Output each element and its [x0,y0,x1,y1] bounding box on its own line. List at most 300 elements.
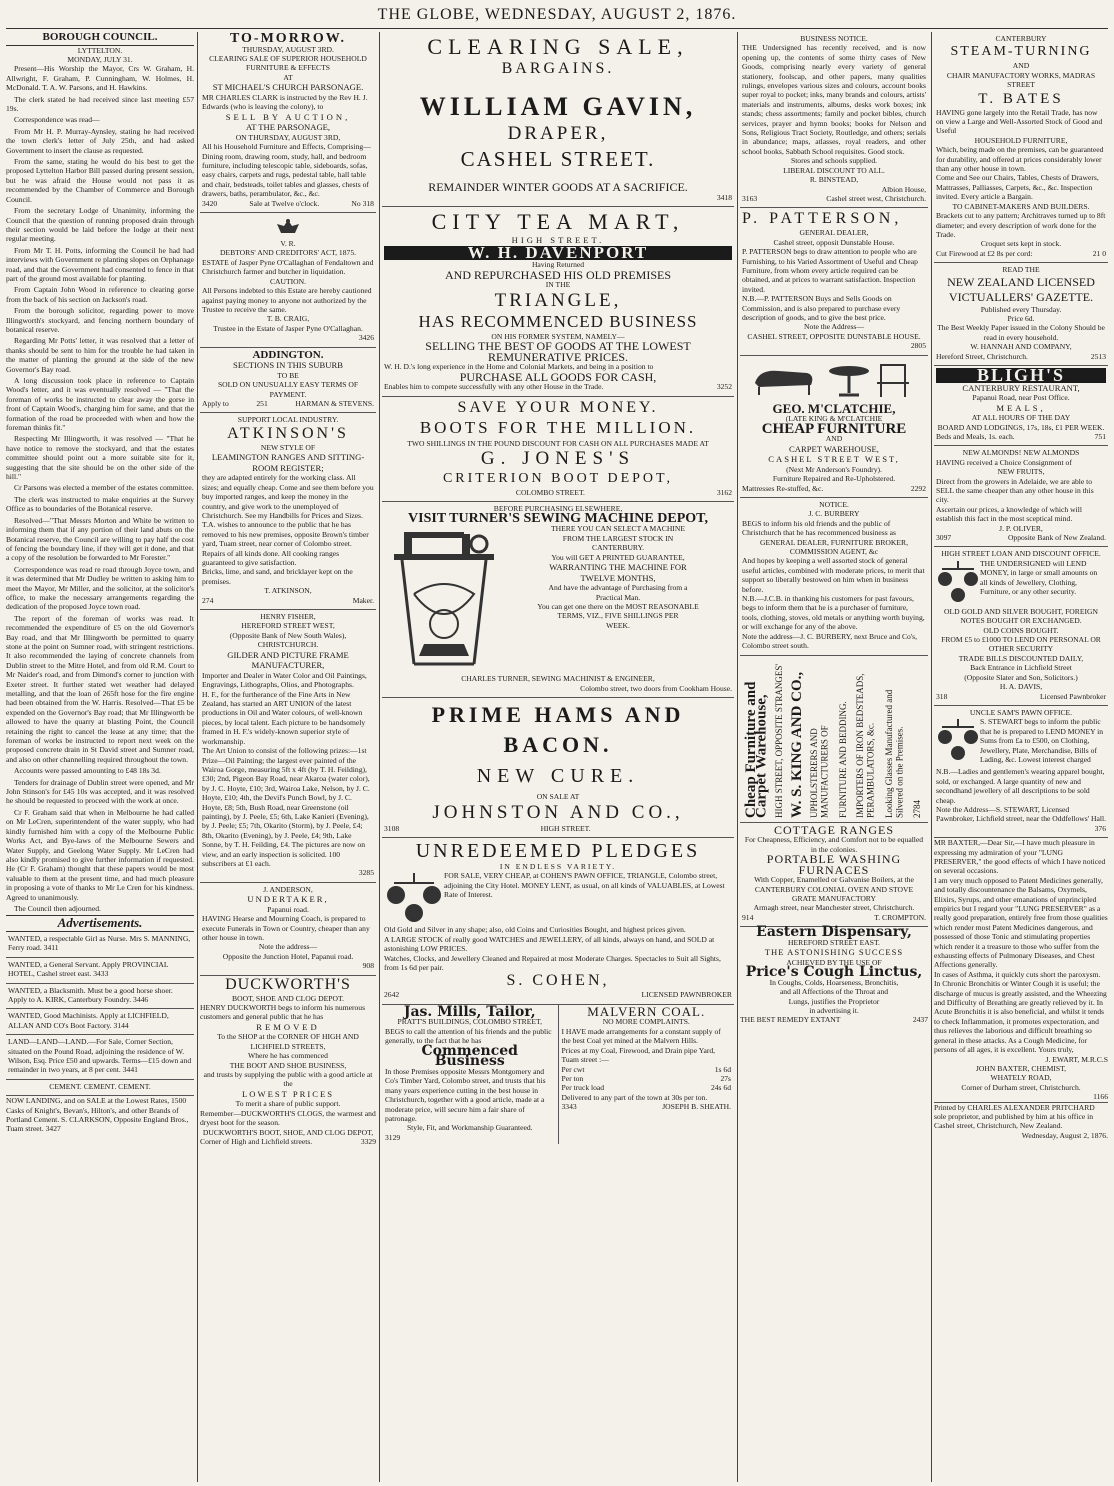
ad-line: PURCHASE ALL GOODS FOR CASH, [459,369,657,384]
ad-body: ESTATE of Jasper Pyne O'Callaghan of Fendaltown and Christchurch farmer and butcher in liquidation. [202,257,374,277]
ad-title: CHEAP FURNITURE [761,420,907,437]
ad-signature: JOSEPH B. SHEATH. [662,1102,731,1112]
ad-line: Cut Firewood at £2 8s per cord: [936,248,1033,258]
ad-number: 3446 [133,994,149,1004]
stewart-body [936,717,1106,767]
ad-number: 3426 [358,333,374,343]
ad-line: (LATE KING & M'CLATCHIE [785,414,883,424]
ad-heading: DUCKWORTH'S [225,975,351,993]
ad-line: The Best Weekly Paper issued in the Colony Should be read in every household. [937,323,1105,342]
ad-line: Published every Thursday. [980,304,1062,314]
duckworth-ad [200,976,376,1147]
ad-heading: BLIGH'S [936,368,1106,383]
price-value: 27s [720,1073,731,1083]
article-paragraph: The report of the foreman of works was read. It recommended the expenditure of £5 on the old Governor's Bay road, and that Mr Illingworth be permitted to quarry stone at the point on Sumner road, with stringent restrictions. It also recommended the laying of concrete channels from Dublin street to the Mitre Hotel, and from old R.M. Court to Mr Naider's road, and from Dimond's corner to junction with Exeter street. It further stated wet weather had delayed metalling, and that the loan of 265ft hose for the fire engine had been obtained from the W. Harris. Resolved—That £5 be expended on the Governor's Bay road; that Mr Illingworth be allowed to have the quarry at blasting Point, the Council retaining the right to cancel the lease at any time; that the foreman of works be instructed to report next week on the proposed concrete drain in St David street and Sumner road, and also on other channelling required throughout the town. [6,613,194,764]
ad-number: 908 [362,961,374,971]
ad-body: A LARGE STOCK of really good WATCHES and JEWELLERY, of all kinds, always on hand, and SOLD at astonishing LOW PRICES. [384,934,715,954]
ad-number: 3441 [122,1065,138,1075]
ad-line: Cashel street west, Christchurch. [826,193,926,203]
ad-line: Note the address— [258,942,318,952]
hams-bacon-ad [382,698,734,838]
ad-body: FOR SALE, VERY CHEAP, at COHEN'S PAWN OFFICE, TRIANGLE, Colombo street, adjoining the City Hotel. MONEY LENT, as usual, on all kinds of VALUABLES, at Lowest Rate of Interest. [444,871,725,900]
ad-title: W. H. DAVENPORT [384,246,732,261]
ad-footer [384,382,732,391]
ad-heading: CITY TEA MART, [431,209,685,234]
imprint-date: Wednesday, August 2, 1876. [1021,1130,1108,1140]
ad-line: CANTERBURY. [592,543,644,553]
classified-ad [6,1080,194,1096]
article-paragraph: A long discussion took place in reference to Captain Wood's letter, and it was eventually resolved — "That the foreman of works be instructed to clear away the gorse in front of Captain Wood's, charging him for same, and that the formation of the road be proceeded with when and how the foreman thinks fit." [6,376,194,433]
ad-heading: ATKINSON'S [227,424,349,442]
ad-heading: STEAM-TURNING [950,44,1092,60]
ad-body: H. F., for the furtherance of the Fine Arts in New Zealand, has started an ART UNION of the latest productions in Oil and Water colours, of well-known pieces, by local talent. Each picture to be handsomely framed in H. F.'s widely-known superior style of workmanship. [202,689,366,746]
patterson-ad [740,208,928,355]
ad-line: Armagh street, near Manchester street, Christchurch. [753,903,915,913]
ad-body: P. PATTERSON begs to draw attention to people who are Furnishing, to his Varied Assortment of Useful and Cheap Furniture, from whom every article required can be obtained, and at prices to warrant satisfaction. Inspection invited. [742,247,918,294]
ad-line: and all Affections of the Throat and [779,987,889,997]
ad-footer [562,1102,732,1111]
oliver-ad [934,446,1108,547]
baxter-testimonial [934,838,1108,1140]
ad-body: HAVING received a Choice Consignment of [936,457,1072,467]
ad-heading: ADDINGTON. [252,348,324,361]
ad-heading: BUSINESS NOTICE. [800,34,868,43]
ad-title: J. C. BURBERY [808,509,860,519]
article-date: MONDAY, JULY 31. [67,55,133,64]
gazette-ad [934,263,1108,366]
price-value: 24s 6d [710,1083,731,1093]
article-paragraph: From the secretary Lodge of Unanimity, informing the Council that the question of running proposed drain through their section would be laid before the lodge at their next regular meeting. [6,206,194,244]
ad-line: Licensed Pawnbroker [1039,691,1106,701]
ad-number: 2292 [910,483,926,493]
ad-signature: H. A. DAVIS, [999,682,1043,692]
vertical-text-block [742,658,926,818]
ad-line: AT [283,72,293,82]
ad-line: Lungs, justifies the Proprietor [788,996,880,1006]
ad-line: WHATELY ROAD, [990,1073,1052,1083]
ad-number: 3343 [561,1102,577,1112]
ad-heading: NEW ZEALAND LICENSED VICTUALLERS' GAZETTE. [947,274,1095,304]
ad-footer [742,194,926,203]
debtors-notice [200,213,376,347]
ad-number: 2642 [384,990,400,1000]
ad-number: 3097 [936,533,952,543]
ad-body: Old Gold and Silver in any shape; also, old Coins and Curiosities Bought, and highest prices given. [384,925,686,935]
eastern-dispensary-ad [740,924,928,1025]
newspaper-page [6,0,1108,1486]
ad-line: TWO SHILLINGS IN THE POUND DISCOUNT FOR CASH ON ALL PURCHASES MADE AT [407,438,709,448]
ad-heading: TO-MORROW. [229,32,347,46]
turner-sewing-ad [382,502,734,698]
ad-line: Stores and schools supplied. [790,156,878,166]
ad-line: Style, Fit, and Workmanship Guaranteed. [406,1123,533,1133]
ad-number: 3129 [385,1132,401,1142]
ad-line: CARPET WAREHOUSE, [789,443,879,454]
ad-line: COLOMBO STREET. [515,488,585,497]
ad-title: Price's Cough Linctus, [745,964,923,981]
ad-body: All his Household Furniture and Effects, Comprising— Dining room, drawing room, study, hall, and bedroom furniture, including telescopic table, sideboards, sofas, easy chairs, carpets and rugs, pedestal table, hall table and chair, bedsteads, toilet tables and glasses, chests of drawers, baths, perambulator, &c., &c. [202,142,371,199]
ad-body: Delivered to any part of the town at 30s per ton. [561,1092,708,1102]
bottom-ads-row [382,1005,734,1144]
ad-number: 376 [1094,823,1106,833]
advertisements-heading: Advertisements. [6,915,194,932]
ad-number: 3108 [384,823,400,833]
ad-line: AND [1012,61,1030,71]
ad-line: DRAPER, [507,123,609,144]
ad-line: READ THE [1002,265,1040,275]
ad-line: FROM THE LARGEST STOCK IN [562,533,674,543]
turner-text [504,524,732,674]
ad-line: HEREFORD STREET EAST. [788,937,880,947]
ad-signature: T. CROMPTON. [874,912,926,922]
ad-line: TO BE [277,370,299,380]
ad-line: HOUSEHOLD FURNITURE, [974,135,1068,145]
ad-body: MR CHARLES CLARK is instructed by the Rev H. J. Edwards (who is leaving the colony), to [202,92,368,112]
jones-boots-ad [382,397,734,503]
article-paragraph: Accounts were passed amounting to £48 18s 3d. [14,766,161,776]
ad-line: Mattresses Re-stuffed, &c. [742,483,824,493]
ad-line: FROM £5 to £1000 TO LEND ON PERSONAL OR OTHER SECURITY [941,635,1101,654]
ad-line: THE BEST REMEDY EXTANT [740,1015,841,1025]
ad-heading: Jas. Mills, Tailor, [403,1003,536,1020]
ad-line: and trusts by supplying the public with a good article at the [203,1070,373,1089]
ad-signature: S. COHEN, [506,972,610,990]
price-label: Per cwt [561,1064,585,1074]
column-rule [931,32,932,1482]
ad-body: HENRY DUCKWORTH begs to inform his numerous customers and general public that he has [200,1003,366,1022]
stewart-pawn-ad [934,706,1108,838]
ad-footer [384,824,732,833]
ad-line: Looking Glasses Manufactured and Silvered on the Premises. [883,689,905,818]
fisher-ad [200,610,376,883]
ad-body: I HAVE made arrangements for a constant supply of the best Coal yet mined at the Malvern Hills. [561,1026,721,1046]
printer-imprint: Printed by CHARLES ALEXANDER PRITCHARD sole proprietor, and published by him at his office in Cashel street, Christchurch, New Zealand. [934,1102,1095,1131]
ad-number: 3420 [202,198,218,208]
article-paragraph: The clerk was instructed to make enquiries at the Survey Office as to boundaries of the Botanical reserve. [6,494,194,514]
ad-line: IN ENDLESS VARIETY. [499,862,617,872]
ad-number: 3252 [716,382,732,392]
ad-signature: R. BINSTEAD, [809,175,859,185]
ad-line: TWELVE MONTHS, [580,572,656,583]
ad-heading: NOTICE. [819,500,849,509]
malvern-coal-ad [559,1005,735,1144]
ad-line: AT THE PARSONAGE, [245,122,331,133]
classified-ad [6,1096,194,1134]
article-paragraph: Cr F. Graham said that when in Melbourne he had called on Mr LeCren, superintendent of the water supply, who had kindly furnished him with a copy of the Melbourne Public Works Act, and Bye-laws of the Melbourne Sewers and Water Supply, and Geelong Water Supply. Mr LeCren had also kindly promised to give further information if requested. He (Cr F. Graham) thought that these papers would be most valuable to them at the present time, and had much pleasure in proposing a vote of thanks to Mr Le Cren for his kindness. Agreed to unanimously. [6,807,194,902]
ad-line: Albion House, [881,184,926,194]
mills-tailor-ad [382,1005,559,1144]
clearing-sale-ad [382,32,734,207]
ad-line: CANTERBURY COLONIAL OVEN AND STOVE GRATE MANUFACTORY [754,884,914,903]
ad-footer [936,692,1106,701]
atkinson-ad [200,413,376,610]
ad-title: Commenced Business [421,1042,518,1070]
ad-line: Trustee in the Estate of Jasper Pyne O'Callaghan. [213,323,363,333]
ad-line: BOOTS FOR THE MILLION. [419,417,697,437]
ad-line: Opposite Bank of New Zealand. [1007,533,1106,543]
ad-number: 2784 [911,799,922,818]
ad-number: 3418 [716,192,732,202]
ad-body: Which, being made on the premises, can be guaranteed for durability, and offered at prices considerably lower than any other house in town. [936,145,1104,174]
ad-footer [936,249,1106,258]
ad-line: You can get one there on the MOST REASONABLE [537,602,699,612]
ad-body: Note the address—J. C. BURBERY, next Bruce and Co's, Colombo street south. [742,631,918,651]
ad-line: CASHEL STREET WEST, [768,454,900,465]
king-furniture-ad [740,656,928,823]
ad-title: T. BATES [978,90,1064,107]
ad-line: FURNITURE AND BEDDING. [837,700,848,818]
ad-footer [202,399,374,408]
article-paragraph: Cr Parsons was elected a member of the estates committee. [14,483,194,493]
price-label: Per ton [561,1073,584,1083]
ad-text: WANTED, Good Machinists. Apply at LICHFIELD, ALLAN AND CO's Boot Factory. [8,1011,169,1030]
article-paragraph: Correspondence was read re road through Joyce town, and it was determined that Mr Dudley be written to asking him to meet the Mayor, Mr Miller, and the solicitor, at the solicitor's office, to make the necessary arrangements regarding the dedication of the proposed Joyce town road. [6,564,194,612]
ad-line: REMAINDER WINTER GOODS AT A SACRIFICE. [428,180,688,194]
column-2 [200,32,376,1482]
ad-line: Maker. [352,595,374,605]
ad-heading: DEBTORS' AND CREDITORS' ACT, 1875. [219,248,357,258]
ad-heading: HIGH STREET LOAN AND DISCOUNT OFFICE. [941,549,1101,559]
column-5 [934,32,1108,1482]
ad-line: NEW STYLE OF [260,442,316,452]
ad-heading: MALVERN COAL. [587,1003,706,1019]
ad-line: AT ALL HOURS OF THE DAY [971,413,1071,423]
masthead: THE GLOBE, WEDNESDAY, AUGUST 2, 1876. [377,6,737,23]
ad-number: 3163 [742,193,758,203]
article-paragraph: Regarding Mr Potts' letter, it was resolved that a letter of thanks should be sent to him for the trouble he had taken in the matter of planting the ground at the side of the new Governor's Bay road. [6,336,194,374]
ad-signature: T. ATKINSON, [264,586,312,596]
ad-number: 914 [742,912,754,922]
ad-body: Direct from the growers in Adelaide, we are able to SELL the same cheaper than any other house in this city. [936,476,1094,505]
ad-title: PORTABLE WASHING FURNACES [766,851,902,877]
ad-signature: CHARLES TURNER, SEWING MACHINIST & ENGINEER, [461,674,655,684]
addington-ad [200,348,376,414]
ad-line: CASHEL STREET. [460,147,656,171]
ad-body: S. STEWART begs to inform the public that he is prepared to LEND MONEY in Sums from £a to £500, on Clothing, Jewellery, Plate, Merchandise, Bills of Lading, &c. Lowest interest charged [980,717,1104,764]
ad-signature: T. B. CRAIG, [266,314,310,324]
ad-body: T.A. wishes to announce to the public that he has removed to his new premises, opposite Brown's timber yard, Tuam street, near corner of Colombo street. Repairs of all kinds done. All cooking ranges guaranteed to give satisfaction. [202,520,369,567]
ad-signature: JOHN BAXTER, CHEMIST, [975,1063,1067,1073]
ad-body: Come and See our Chairs, Tables, Chests of Drawers, Mattrasses, Palliasses, Carpets, &c., &c. Inspection invited. Every article a Bargain. [936,173,1099,202]
turner-body [384,524,732,674]
pawnbroker-balls-icon [384,871,444,925]
bates-ad [934,32,1108,263]
ad-heading: PRIME HAMS AND BACON. [431,702,685,758]
ad-line: ST MICHAEL'S CHURCH PARSONAGE. [212,82,364,93]
ad-number: 3427 [45,1124,61,1134]
ad-line: NO MORE COMPLAINTS. [602,1017,690,1027]
ad-line: WEEK. [606,620,630,630]
ad-line: Furniture Repaired and Re-Upholstered. [772,474,896,484]
ad-number: 3285 [358,868,374,878]
article-heading: BOROUGH COUNCIL. [6,32,194,46]
ad-number: 2513 [1090,351,1106,361]
ad-line: HAS RECOMMENCED BUSINESS [418,311,698,331]
ad-body: And hopes by keeping a well assorted stock of general useful articles, combined with moderate prices, to merit that support so liberally bestowed on him when in business before. [742,556,925,594]
ad-line: THE ASTONISHING SUCCESS [764,947,904,958]
ad-line: CASHEL STREET, OPPOSITE DUNSTABLE HOUSE. [747,331,921,341]
column-4 [740,32,928,1482]
ad-heading: NEW ALMONDS! NEW ALMONDS [962,448,1080,458]
ad-text: LAND—LAND—LAND.—For Sale, Corner Section, situated on the Pound Road, adjoining the residence of W. Wilson, Esq. Price £50 and upwards. Terms—£15 down and remainder in two years, at 8 per cent. [8,1037,192,1075]
ad-body: I am very much opposed to Patent Medicines generally, and totally discountenance the Balsams, Oxymels, Elixirs, Syrups, and other emanations of unprincipled empirics but I regard your "LUNG PRESERVER" as a really good preparation, entirely free from those qualities which render most Patent Medicines dangerous, and possessed of those Tonic and stimulating properties which render it a treasure to those who suffer from the exhausting effects of Pulmonary Diseases, and Chest Affections generally. [934,875,1108,970]
ad-line: NEW FRUITS, [997,467,1045,477]
article-paragraph: The clerk stated he had received since last meeting £57 19s. [6,94,194,114]
ad-title: CANTERBURY RESTAURANT, [962,382,1080,393]
ad-number: 251 [256,398,268,408]
ad-title: HENRY FISHER, [260,612,316,622]
ad-number: 3329 [360,1137,376,1147]
ad-line: IMPORTERS OF IRON BEDSTEADS, PERAMBULATORS, &c. [855,673,876,818]
ad-number: 3411 [43,943,59,953]
ad-line: CHRISTCHURCH. [257,640,319,650]
ad-line: THE BOOT AND SHOE BUSINESS, [229,1060,347,1070]
ad-line: SELL BY AUCTION, [225,111,351,122]
ad-title: CLEARING SALE OF SUPERIOR HOUSEHOLD FURNITURE & EFFECTS [209,54,367,73]
davis-body [936,559,1106,607]
article-paragraph: From Mr H. P. Murray-Aynsley, stating he had received the town clerk's letter of July 25th, and had asked Government to insert the clause as requested. [6,126,194,155]
ad-body: Prices at my Coal, Firewood, and Drain pipe Yard, Tuam street :— [561,1045,716,1065]
ad-line: WARRANTING THE MACHINE FOR [549,562,687,573]
ad-line: You will GET A PRINTED GUARANTEE, [551,552,685,562]
ad-number: No 318 [351,198,374,208]
anderson-ad [200,883,376,976]
ad-line: And have the advantage of Purchasing from a [548,583,688,593]
ad-body: MR BAXTER,—Dear Sir,—I have much pleasure in expressing my admiration of your "LUNG PRESERVER," the good effects of which I have noticed on several occasions. [934,838,1106,876]
ad-line: Back Entrance in Lichfield Street [970,663,1072,673]
ad-line: UNDERTAKER, [247,894,329,905]
ad-line: LIBERAL DISCOUNT TO ALL. [783,165,885,175]
ad-body: Importer and Dealer in Water Color and Oil Paintings, Engravings, Lithographs, Olios, and Photographs. [202,670,367,690]
ad-signature: J. P. OLIVER, [999,523,1043,533]
ad-line: ON SALE AT [536,792,580,802]
ad-body: Watches, Clocks, and Jewellery Cleaned and Repaired at most Moderate Charges. Spectacles to Suit all Sights, from 1s 6d per pair. [384,953,721,973]
ad-line: BEFORE PURCHASING ELSEWHERE, [493,504,623,514]
ad-footer [740,1015,928,1024]
ad-line: SOLD ON UNUSUALLY EASY TERMS OF PAYMENT. [217,380,359,399]
ad-line: UPHOLSTERERS AND MANUFACTURERS OF [809,724,830,818]
ad-footer [384,990,732,999]
ad-line: To the SHOP at the CORNER OF HIGH AND LICHFIELD STREETS, [217,1032,359,1051]
ad-line: OLD COINS BOUGHT. [983,625,1059,635]
ad-line: LOWEST PRICES [242,1088,334,1099]
ad-body: Note the Address—S. STEWART, Licensed Pawnbroker, Lichfield street, near the Oddfellows' Hall. [936,804,1106,824]
ad-line: Corner of Durham street, Christchurch. [961,1082,1081,1092]
ad-heading: UNCLE SAM'S PAWN OFFICE. [969,707,1073,717]
ad-line: For Cheapness, Efficiency, and Comfort not to be equalled in the colonies. [744,835,924,854]
ad-footer [936,432,1106,441]
price-row [562,1065,732,1074]
article-paragraph: From Captain John Wood in reference to clearing gorse from the back of his section on Jackson's road. [6,285,194,304]
ad-line: REMOVED [256,1021,320,1032]
price-label: Per truck load [561,1083,605,1093]
ad-body: All Persons indebted to this Estate are hereby cautioned against paying money to anyone not authorized by the Trustee to receive the same. [202,286,372,314]
ad-title: WILLIAM GAVIN, [419,92,697,121]
ad-line: ON THURSDAY, AUGUST 3RD, [235,132,341,142]
article-paragraph: Correspondence was read— [14,115,100,125]
ad-line: BARGAINS. [501,60,615,77]
pawnbroker-balls-icon [936,717,980,767]
article-paragraph: From the same, stating he would do his best to get the proposed Lyttelton Harbor Bill passed during present session, but he was afraid the House would not pass it as recommended by the Chamber of Commerce and Borough Council. [6,157,194,204]
borough-council-article [6,32,194,913]
ad-signature: J. EWART, M.R.C.S [1045,1054,1108,1064]
ad-line: TERMS, VIZ., FIVE SHILLINGS PER [557,611,679,621]
ad-body: N.B.—Ladies and gentlemen's wearing apparel bought, sold, or exchanged. A large quantity of new and secondhand jewellery of all descriptions to be sold cheap. [936,767,1105,805]
cohen-body [384,871,732,925]
ad-number: 274 [202,595,214,605]
ad-body: HAVING gone largely into the Retail Trade, has now on view a Large and Well-Assorted Stock of Good and Useful [936,107,1103,136]
ad-line: SECTIONS IN THIS SUBURB [233,360,343,371]
cohen-pawn-ad [382,838,734,1005]
ad-body: Ascertain our prices, a knowledge of which will establish this fact in the most sceptical mind. [936,504,1082,524]
pawnbroker-balls-icon [936,559,980,607]
ad-footer [202,199,374,208]
ad-line: ON HIS FORMER SYSTEM, NAMELY— [491,331,625,341]
ad-heading: SAVE YOUR MONEY. [457,398,659,416]
ad-line: GENERAL DEALER, FURNITURE BROKER, COMMISSION AGENT, &c [759,537,908,557]
ad-title: G. JONES'S [480,448,636,469]
article-paragraph: Tenders for drainage of Dublin street were opened, and Mr John Stinson's for £45 10s was accepted, and it was resolved he should be requested to proceed with the work at once. [6,777,194,806]
furniture-icon [749,361,919,401]
classified-ad [6,932,194,958]
ad-line: Croquet sets kept in stock. [980,239,1062,249]
column-rule [197,32,198,1482]
ad-line: Price 6d. [1007,313,1035,323]
ad-footer [202,596,374,605]
price-row [562,1083,732,1092]
classified-ad [6,1009,194,1035]
ad-line: (Opposite Bank of New South Wales), [229,630,347,640]
price-row [562,1074,732,1083]
ad-line: IN THE [545,280,571,290]
ad-footer [936,533,1106,542]
ad-number: 2805 [910,341,926,351]
classified-ad [6,958,194,984]
ad-title: LEAMINGTON RANGES AND SITTING-ROOM REGISTER; [211,452,365,473]
ad-line: ACHIEVED BY THE USE OF [786,957,882,967]
ad-body: BEGS to inform his old friends and the public of Christchurch that he has recommenced business as [742,518,896,538]
ad-line: With Copper, Enamelled or Galvanise Boilers, at the [754,875,914,885]
ad-body: Bricks, lime, and sand, and bricklayer kept on the premises. [202,567,353,586]
ad-number: 3162 [716,488,732,497]
ad-line: Beds and Meals, 1s. each. [936,431,1015,441]
binstead-ad [740,32,928,208]
ad-line: Papanui Road, near Post Office. [972,393,1070,403]
ad-body: Brackets cut to any pattern; Architraves turned up to 8ft diameter; and every description of work done for the Trade. [936,211,1106,239]
ad-number: 21 0 [1092,248,1106,258]
ad-text: CEMENT. CEMENT. CEMENT. [49,1081,151,1091]
ad-line: THERE YOU CAN SELECT A MACHINE [551,524,685,534]
ad-heading: P. PATTERSON, [742,210,903,228]
tomorrow-auction-ad [200,32,376,213]
masthead-rule [6,28,1108,29]
ad-body: N.B.—J.C.B. in thanking his customers for past favours, begs to inform them that he is a purchaser of furniture, tools, clothing, stoves, old metals or anything worth buying, or will exchange for any of the above. [742,594,925,632]
ad-line: in advertising it. [809,1005,859,1015]
ad-heading: COTTAGE RANGES [773,822,895,837]
ad-heading: UNREDEEMED PLEDGES [415,840,701,863]
crest-letters: V. R. [280,239,296,249]
ad-body: In those Premises opposite Messrs Montgomery and Co's Timber Yard, Colombo street, and trusts that his many years experience cutting in the best house in Christchurch, together with a good article, made at a moderate price, will secure him a fair share of patronage. [385,1066,546,1123]
ad-line: Where he has commenced [248,1051,328,1061]
article-paragraph: From the borough solicitor, regarding power to move Illingworth's stockyard, and fencing northern boundary of botanical reserve. [6,306,194,334]
ad-line: Cashel street, opposit Dunstable House. [773,237,895,247]
ad-line: TRIANGLE, [494,289,622,311]
ad-number: 3433 [93,969,109,979]
ad-body: THE Undersigned has recently received, and is now opening up, the contents of some thirty cases of New Goods, comprising nearly every variety of general stationery, foolscap, and other papers, many qualities rulings, envelopes various sizes and colours, account books super royal to pocket; inks, many brands and colours, artists' materials and instruments, albums, desks work boxes; ink stands; chess assortments; family and pocket bibles, church services, prayer and hymn books; books for Nelson and Sons, Religious Tract Society, Routledge, and others; serials in abundance; maps, atlasses, royal readers, and other school books, Sabbath School requisites. Good stock. [742,43,926,156]
ad-heading: CLEARING SALE, [427,34,689,59]
column-rule [379,32,380,1482]
ad-body: W. H. D.'s long experience in the Home and Colonial Markets, and being in a position to [384,362,654,372]
